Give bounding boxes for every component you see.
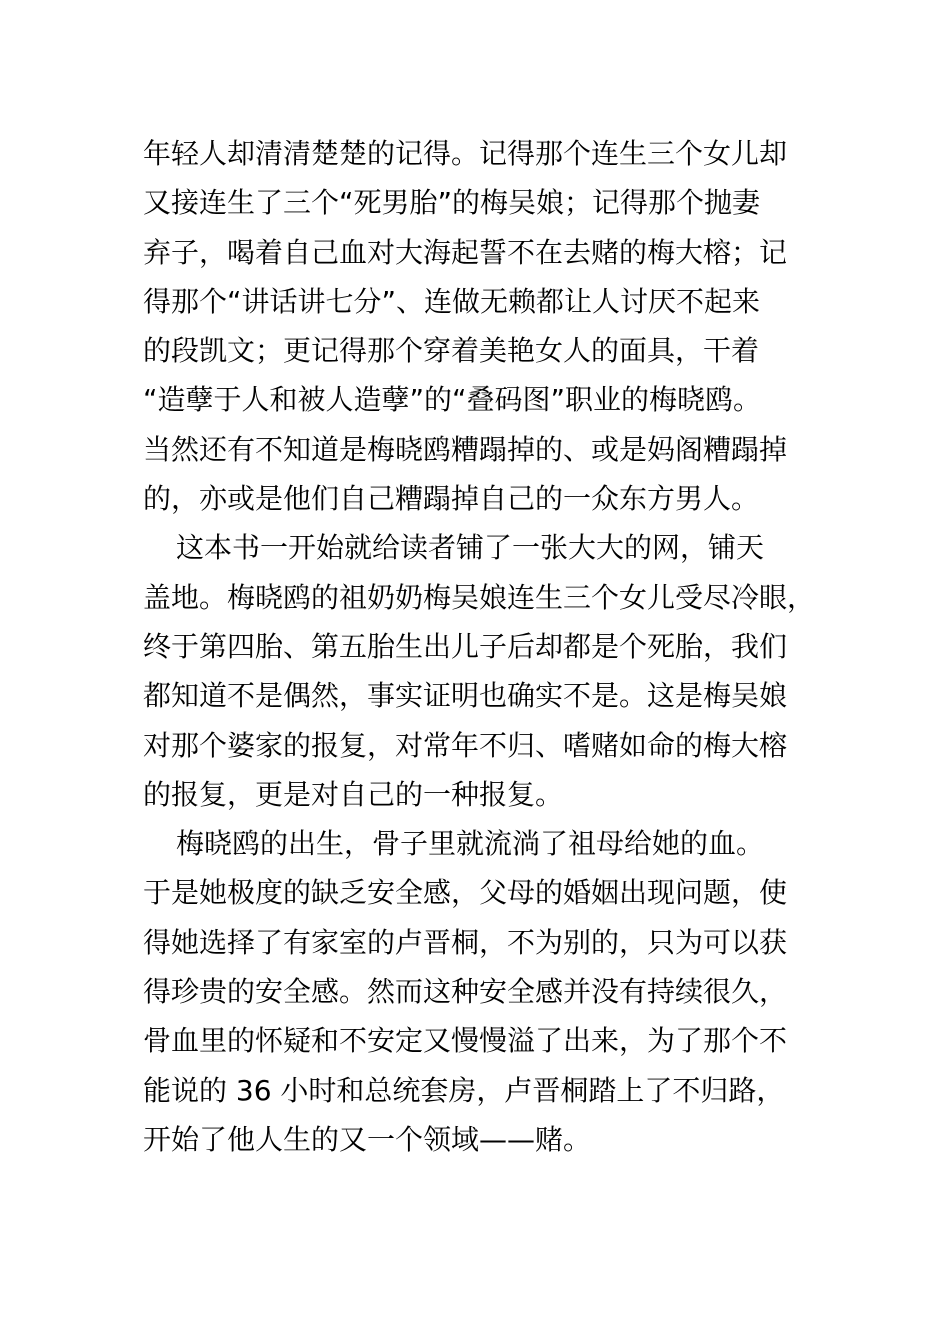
text-line: 终于第四胎、第五胎生出儿子后却都是个死胎，我们 xyxy=(143,629,788,663)
text-line: 对那个婆家的报复，对常年不归、嗜赌如命的梅大榕 xyxy=(143,728,788,762)
text-line: 得那个“讲话讲七分”、连做无赖都让人讨厌不起来 xyxy=(143,284,761,318)
paragraph-start-line: 这本书一开始就给读者铺了一张大大的网，铺天 xyxy=(176,531,765,565)
text-line: 弃子，喝着自己血对大海起誓不在去赌的梅大榕；记 xyxy=(143,235,788,269)
text-line: 当然还有不知道是梅晓鸥糟蹋掉的、或是妈阁糟蹋掉 xyxy=(143,432,788,466)
text-line: 又接连生了三个“死男胎”的梅吴娘；记得那个抛妻 xyxy=(143,186,761,220)
text-line: 的报复，更是对自己的一种报复。 xyxy=(143,777,564,811)
body-text xyxy=(143,129,823,1164)
text-line: 得她选择了有家室的卢晋桐，不为别的，只为可以获 xyxy=(143,925,788,959)
text-line: 能说的 36 小时和总统套房，卢晋桐踏上了不归路， xyxy=(143,1073,785,1107)
text-line: “造孽于人和被人造孽”的“叠码图”职业的梅晓鸥。 xyxy=(143,383,762,417)
text-line: 得珍贵的安全感。然而这种安全感并没有持续很久， xyxy=(143,975,788,1009)
text-line: 开始了他人生的又一个领域——赌。 xyxy=(143,1122,592,1156)
text-line: 骨血里的怀疑和不安定又慢慢溢了出来，为了那个不 xyxy=(143,1024,788,1058)
paragraph-start-line: 梅晓鸥的出生，骨子里就流淌了祖母给她的血。 xyxy=(176,827,765,861)
text-line: 年轻人却清清楚楚的记得。记得那个连生三个女儿却 xyxy=(143,137,788,170)
text-line: 的段凯文；更记得那个穿着美艳女人的面具，干着 xyxy=(143,334,760,368)
text-line: 盖地。梅晓鸥的祖奶奶梅吴娘连生三个女儿受尽冷眼， xyxy=(143,580,816,614)
text-line: 都知道不是偶然，事实证明也确实不是。这是梅吴娘 xyxy=(143,679,788,713)
text-line: 的，亦或是他们自己糟蹋掉自己的一众东方男人。 xyxy=(143,482,760,516)
text-line: 于是她极度的缺乏安全感，父母的婚姻出现问题，使 xyxy=(143,876,788,910)
